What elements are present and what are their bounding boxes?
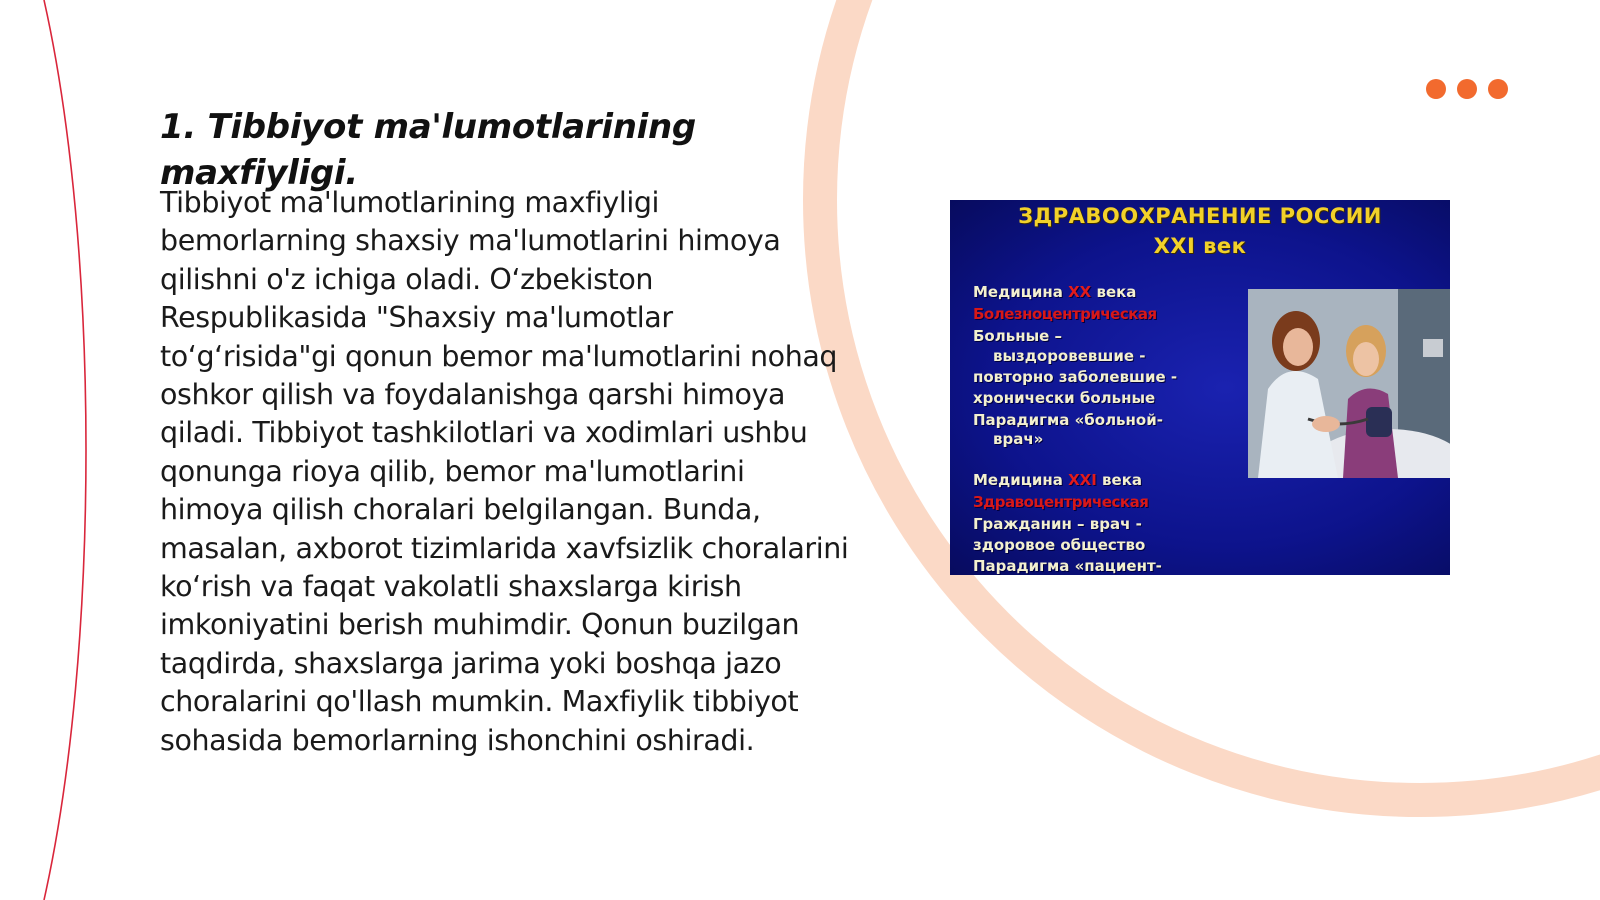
image-text-line: Медицина XXI века: [973, 471, 1142, 489]
image-text-line: Больные –: [973, 327, 1063, 345]
image-text-line: Здравоцентрическая: [973, 493, 1149, 511]
image-text-line: Гражданин – врач -: [973, 515, 1142, 533]
image-text-line: Медицина XX века: [973, 283, 1137, 301]
image-subheading: XXI век: [1153, 234, 1247, 258]
image-text-line: выздоровевшие -: [993, 347, 1146, 365]
image-text-line: Парадигма «больной-: [973, 411, 1163, 429]
slide-image: [950, 200, 1450, 575]
left-red-curve: [44, 0, 86, 900]
slide-body-text: Tibbiyot ma'lumotlarining maxfiyligi bemorlarning shaxsiy ma'lumotlarini himoya qilishni o'z ichiga oladi. O‘zbekiston Respublikasida "Shaxsiy ma'lumotlar to‘g‘risida"gi qonun bemor ma'lumotlarini nohaq oshkor qilish va foydalanishga qarshi himoya qiladi. Tibbiyot tashkilotlari va xodimlari ushbu qonunga rioya qilib, bemor ma'lumotlarini himoya qilish choralari belgilangan. Bunda, masalan, axborot tizimlarida xavfsizlik choralarini ko‘rish va faqat vakolatli shaxslarga kirish imkoniyatini berish muhimdir. Qonun buzilgan taqdirda, shaxslarga jarima yoki boshqa jazo choralarini qo'llash mumkin. Maxfiylik tibbiyot sohasida bemorlarning ishonchini oshiradi.: [160, 186, 849, 757]
slide-title: 1. Tibbiyot ma'lumotlarining maxfiyligi.: [160, 107, 696, 193]
three-dots-icon: [1426, 79, 1508, 99]
image-heading: ЗДРАВООХРАНЕНИЕ РОССИИ: [1018, 204, 1382, 228]
image-text-line: хронически больные: [973, 389, 1156, 407]
dot: [1457, 79, 1477, 99]
dot: [1426, 79, 1446, 99]
doctor-patient-photo: [1248, 289, 1450, 478]
image-text-line: врач»: [993, 430, 1044, 448]
dot: [1488, 79, 1508, 99]
image-text-line: Болезноцентрическая: [973, 305, 1157, 323]
image-text-line: Парадигма «пациент-: [973, 557, 1162, 575]
image-text-line: здоровое общество: [973, 536, 1146, 554]
image-text-line: повторно заболевшие -: [973, 368, 1178, 386]
